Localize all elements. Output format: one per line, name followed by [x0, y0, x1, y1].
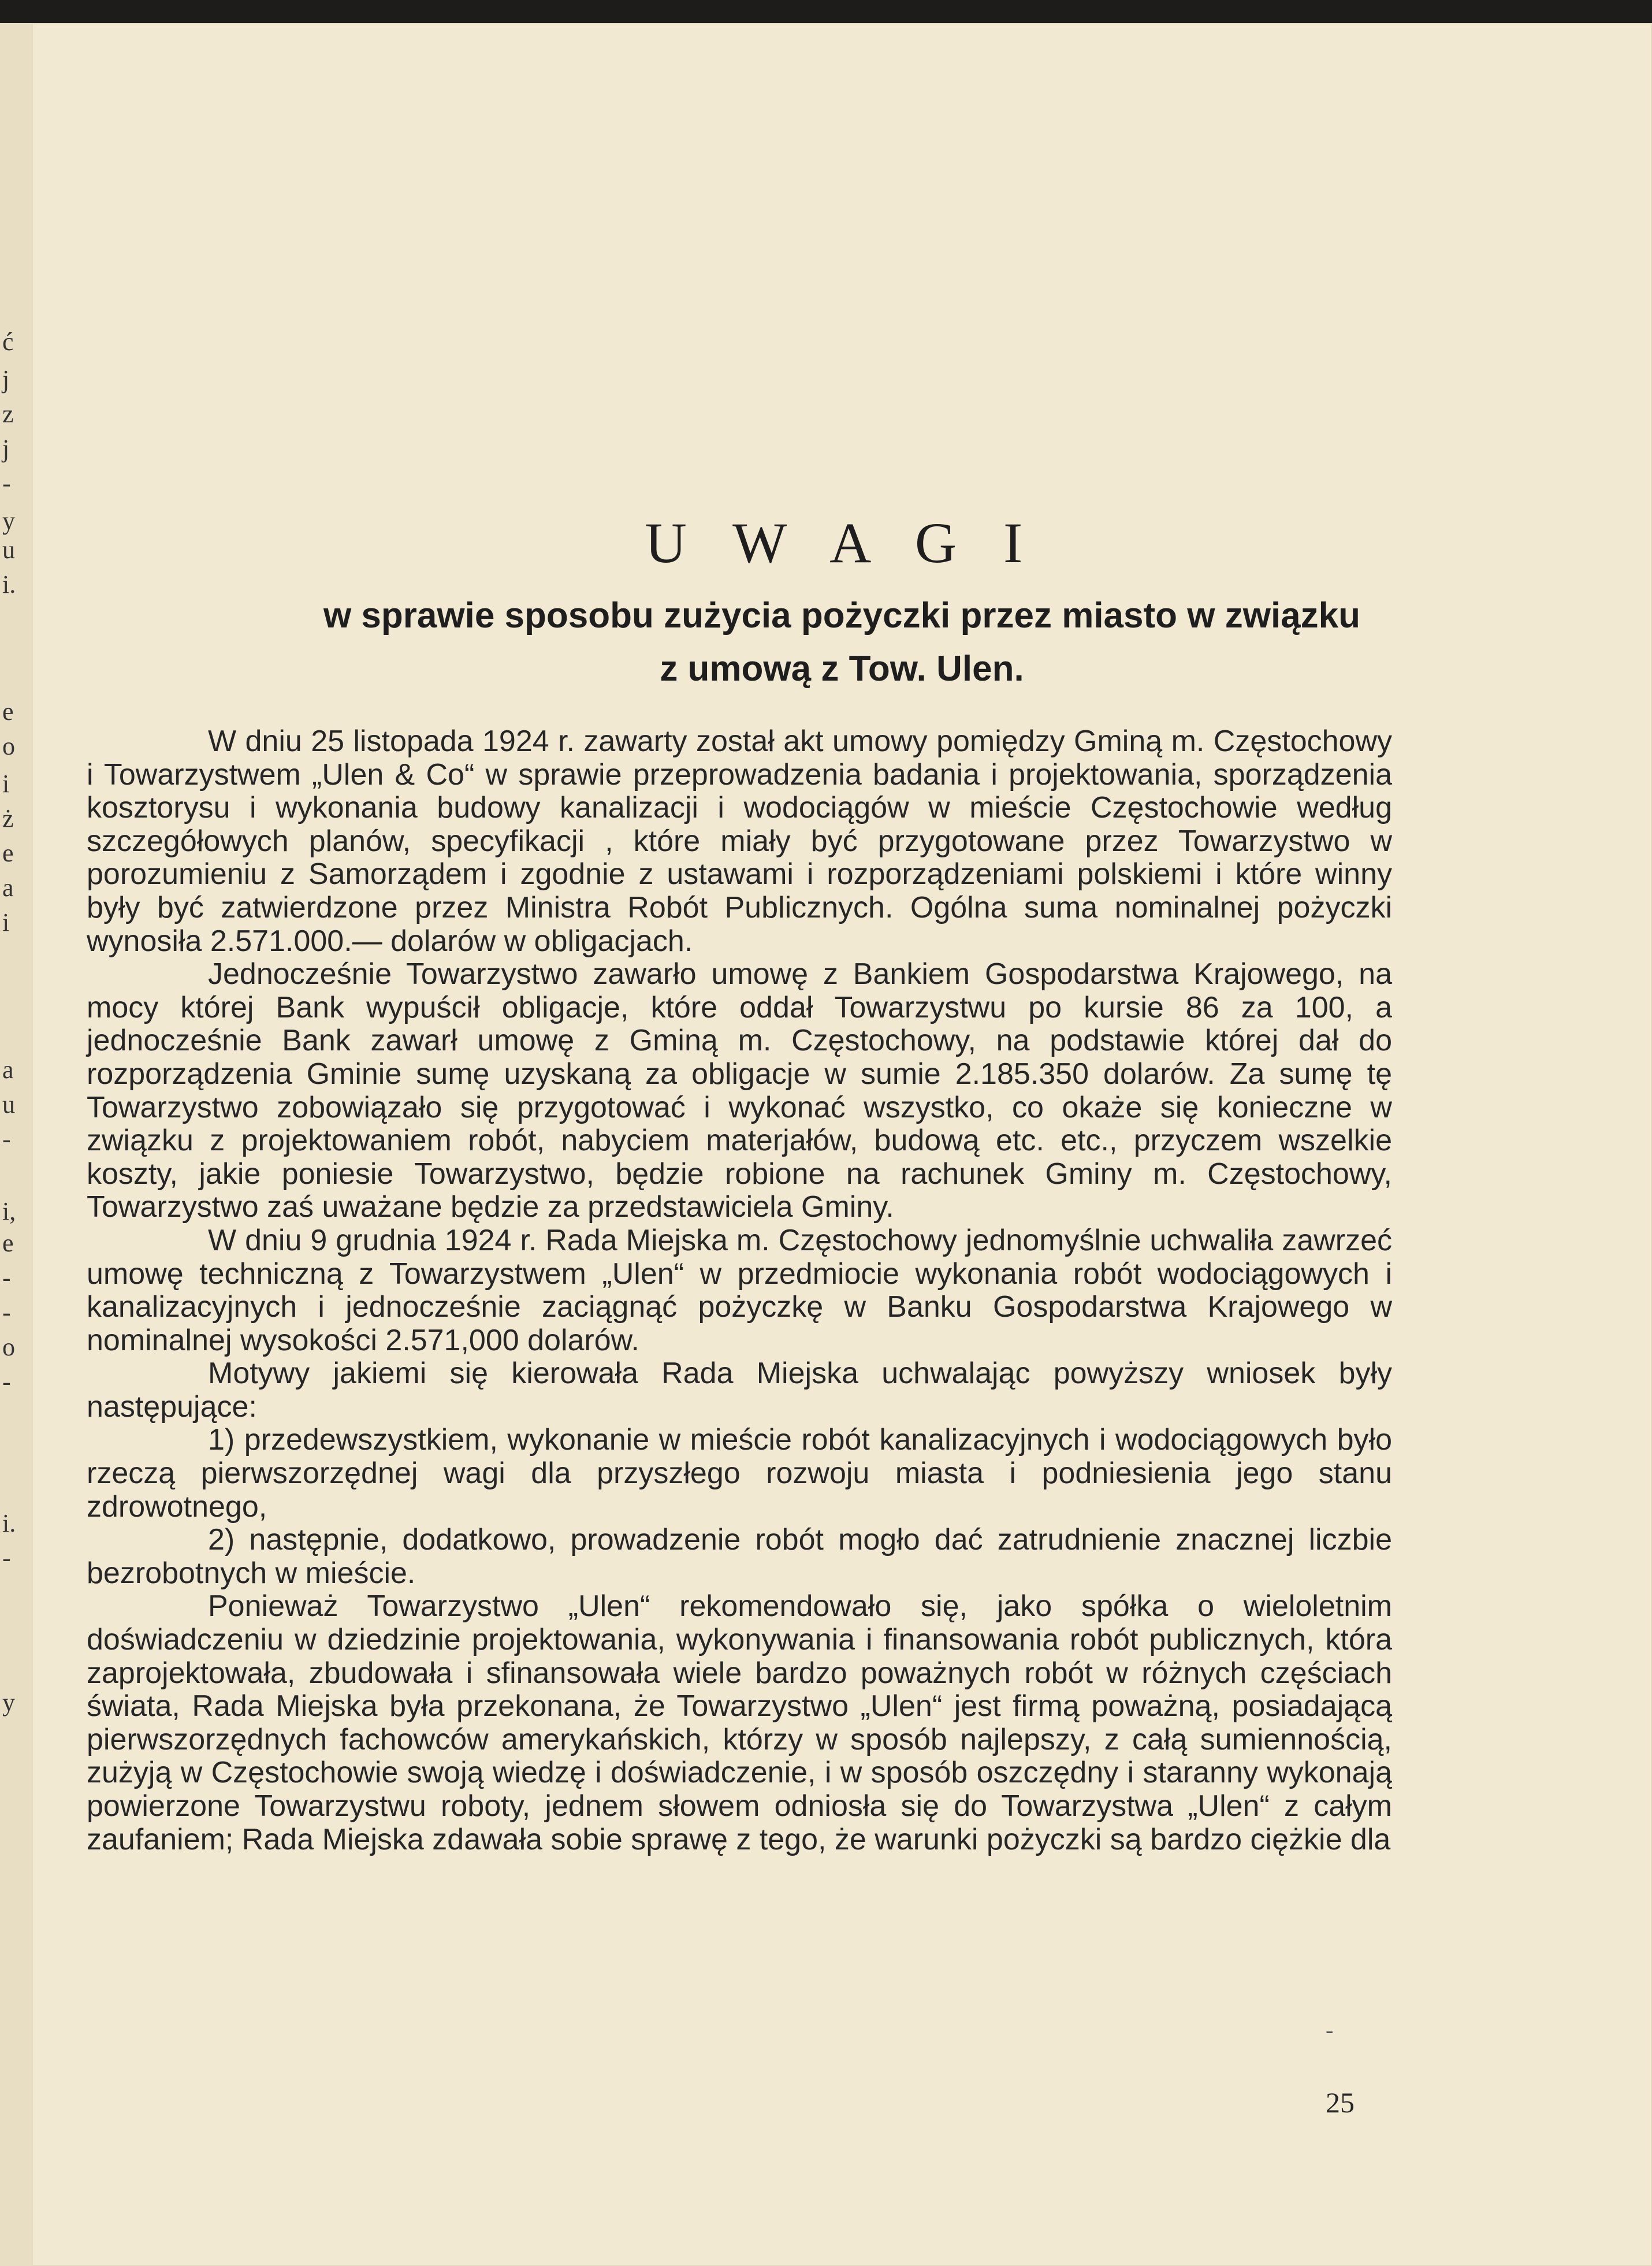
- prev-page-margin-char: -: [2, 1125, 11, 1153]
- prev-page-margin-char: -: [2, 1298, 11, 1327]
- prev-page-margin-char: e: [2, 1229, 14, 1257]
- paragraph-5: Ponieważ Towarzystwo „Ulen“ rekomendowało się, jako spółka o wieloletnim doświadczeniu w dziedzinie projektowania, wykonywania i finansowania robót publicznych, która zaprojektowała, zbudowała i sfinansowała wiele bardzo poważnych robót w różnych częściach świata, Rada Miejska była przekonana, że Towarzystwo „Ulen“ jest firmą poważną, posiadającą pierwszorzędnych fachowców amerykańskich, którzy w sposób najlepszy, z całą sumiennością, zużyją w Częstochowie swoją wiedzę i doświadczenie, i w sposób oszczędny i staranny wykonają powierzone Towarzystwu roboty, jednem słowem odniosła się do Towarzystwa „Ulen“ z całym zaufaniem; Rada Miejska zdawała sobie sprawę z tego, że warunki pożyczki są bardzo ciężkie dla: [87, 1589, 1392, 1856]
- prev-page-margin-char: ć: [2, 328, 14, 356]
- prev-page-margin-char: j: [2, 434, 10, 463]
- prev-page-margin-char: i.: [2, 1509, 16, 1537]
- prev-page-margin-char: e: [2, 839, 14, 867]
- prev-page-margin-char: u: [2, 536, 15, 564]
- previous-page-edge: [0, 23, 34, 2266]
- prev-page-margin-char: z: [2, 400, 14, 428]
- prev-page-margin-char: a: [2, 1056, 14, 1084]
- list-item-1: 1) przedewszystkiem, wykonanie w mieście robót kanalizacyjnych i wodociągowych było rzeczą pierwszorzędnej wagi dla przyszłego rozwoju miasta i podniesienia jego stanu zdrowotnego,: [87, 1423, 1392, 1524]
- prev-page-margin-char: e: [2, 697, 14, 726]
- prev-page-margin-char: y: [2, 507, 15, 535]
- prev-page-margin-char: i: [2, 908, 10, 937]
- prev-page-margin-char: o: [2, 732, 15, 760]
- prev-page-margin-char: i.: [2, 570, 16, 599]
- prev-page-margin-char: a: [2, 874, 14, 902]
- prev-page-margin-char: ż: [2, 804, 14, 833]
- subtitle: [32, 589, 1652, 696]
- prev-page-margin-char: -: [2, 1368, 11, 1396]
- page-number: 25: [1326, 2086, 1355, 2119]
- prev-page-margin-char: -: [2, 1264, 11, 1292]
- prev-page-margin-char: j: [2, 365, 10, 393]
- paragraph-1: W dniu 25 listopada 1924 r. zawarty został akt umowy pomiędzy Gminą m. Częstochowy i Towarzystwem „Ulen & Co“ w sprawie przeprowadzenia badania i projektowania, sporządzenia kosztorysu i wykonania budowy kanalizacji i wodociągów w mieście Częstochowie według szczegółowych planów, specyfikacji , które miały być przygotowane przez Towarzystwo w porozumieniu z Samorządem i zgodnie z ustawami i rozporządzeniami polskiemi i które winny były być zatwierdzone przez Ministra Robót Publicznych. Ogólna suma nominalnej pożyczki wynosiła 2.571.000.— dolarów w obligacjach.: [87, 725, 1392, 958]
- prev-page-margin-char: -: [2, 1544, 11, 1572]
- page-title: U W A G I: [645, 511, 1039, 575]
- body-text: [87, 725, 1392, 1856]
- prev-page-margin-char: o: [2, 1333, 15, 1361]
- paragraph-4: Motywy jakiemi się kierowała Rada Miejska uchwalając powyższy wniosek były następujące:: [87, 1357, 1392, 1424]
- subtitle-line-1: w sprawie sposobu zużycia pożyczki przez miasto w związku: [323, 596, 1361, 636]
- paragraph-3: W dniu 9 grudnia 1924 r. Rada Miejska m. Częstochowy jednomyślnie uchwaliła zawrzeć umowę techniczną z Towarzystwem „Ulen“ w przedmiocie wykonania robót wodociągowych i kanalizacyjnych i jednocześnie zaciągnąć pożyczkę w Banku Gospodarstwa Krajowego w nominalnej wysokości 2.571,000 dolarów.: [87, 1223, 1392, 1357]
- prev-page-margin-char: i: [2, 770, 10, 798]
- prev-page-margin-char: y: [2, 1688, 15, 1717]
- subtitle-line-2: z umową z Tow. Ulen.: [660, 649, 1024, 689]
- prev-page-margin-char: i,: [2, 1197, 16, 1225]
- list-item-2: 2) następnie, dodatkowo, prowadzenie robót mogło dać zatrudnienie znacznej liczbie bezrobotnych w mieście.: [87, 1523, 1392, 1590]
- footer-mark: -: [1326, 2017, 1334, 2043]
- paragraph-2: Jednocześnie Towarzystwo zawarło umowę z Bankiem Gospodarstwa Krajowego, na mocy której Bank wypuścił obligacje, które oddał Towarzystwu po kursie 86 za 100, a jednocześnie Bank zawarł umowę z Gminą m. Częstochowy, na podstawie której dał do rozporządzenia Gminie sumę uzyskaną za obligacje w sumie 2.185.350 dolarów. Za sumę tę Towarzystwo zobowiązało się przygotować i wykonać wszystko, co okaże się konieczne w związku z projektowaniem robót, nabyciem materjałów, budową etc. etc., przyczem wszelkie koszty, jakie poniesie Towarzystwo, będzie robione na rachunek Gminy m. Częstochowy, Towarzystwo zaś uważane będzie za przedstawiciela Gminy.: [87, 957, 1392, 1224]
- heading-block: [32, 508, 1652, 696]
- prev-page-margin-char: u: [2, 1090, 15, 1119]
- prev-page-margin-char: -: [2, 469, 11, 497]
- document-page: [32, 23, 1652, 2266]
